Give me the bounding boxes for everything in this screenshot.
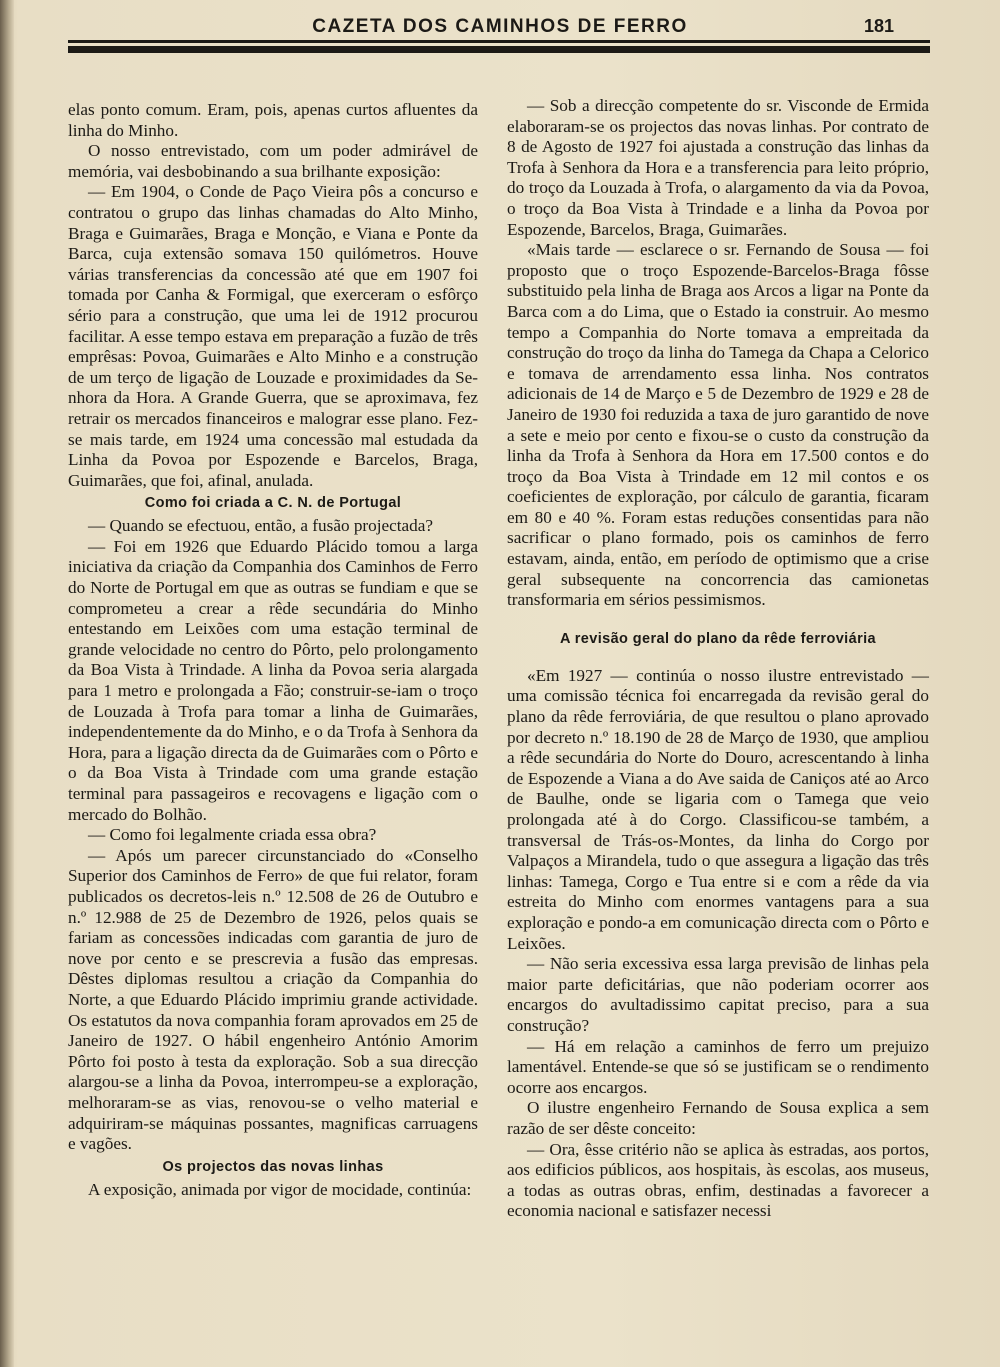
- header-rule-thin: [68, 40, 930, 43]
- paragraph: — Quando se efectuou, então, a fusão projectada?: [88, 516, 434, 536]
- page-number: 181: [863, 16, 894, 36]
- paragraph: A exposição, animada por vigor de mocidade, continúa:: [88, 1179, 472, 1199]
- page-header: [70, 14, 930, 42]
- section-heading: Como foi criada a C. N. de Portugal: [144, 495, 402, 512]
- paragraph: O nosso entrevistado, com um poder admirável de memória, vai desbobinando a sua brilhante exposição:: [68, 141, 478, 181]
- paragraph: elas ponto comum. Eram, pois, apenas curtos afluentes da linha do Minho.: [68, 100, 478, 140]
- paragraph: — Foi em 1926 que Eduardo Plácido tomou a larga iniciativa da criação da Companhia dos Caminhos de Ferro do Norte de Portugal em que as outras se fundiam e que se comprometeu a crear a rêde secundária do Minho entestando em Leixões com uma estação terminal de grande velocidade no centro do Pôrto, pelo prolongamento da Boa Vista à Trindade. A linha da Povoa seria alargada para 1 metro e prolongada a Fão; construir-se-iam o troço de Louzada à Trofa para tomar a linha de Guimarães, independentemente da do Minho, e o da Trofa à Senhora da Hora, para a ligação directa da de Guimarães com o Pôrto e o da Boa Vista à Trindade com uma grande estação terminal para passageiros e recovagens e ligação com o mercado do Bolhão.: [68, 536, 479, 824]
- page-binding-edge: [0, 0, 14, 1367]
- paragraph: O ilustre engenheiro Fernando de Sousa explica a sem razão de ser dêste conceito:: [507, 1098, 929, 1138]
- paragraph: — Como foi legalmente criada essa obra?: [88, 825, 377, 845]
- section-heading: A revisão geral do plano da rêde ferroviária: [559, 630, 877, 647]
- header-rule-thick: [68, 46, 930, 53]
- paragraph: — Há em relação a caminhos de ferro um prejuizo lamentável. Entende-se que só se justificam se o rendimento ocorre aos encargos.: [507, 1036, 929, 1097]
- section-heading: Os projectos das novas linhas: [162, 1158, 384, 1175]
- right-column: [507, 96, 929, 1222]
- paragraph: — Não seria excessiva essa larga previsão de linhas pela maior parte deficitárias, que não poderiam ocorrer aos encargos do avultadissimo capitat preciso, para a sua construção?: [507, 954, 929, 1035]
- paragraph: — Em 1904, o Conde de Paço Vieira pôs a concurso e contratou o grupo das linhas chamadas do Alto Minho, Braga e Guimarães, Braga e Monção, e Viana e Ponte da Barca, cuja extensão somava 150 quilómetros. Houve várias transferencias da concessão até que em 1907 foi tomada por Canha & Formigal, que exerceram o esfôrço sério para a construção, que uma lei de 1912 procurou facilitar. A esse tempo estava em preparação a fuzão de três emprêsas: Povoa, Guimarães e Alto Minho e a construção de um terço de ligação de Louzade e proximidades da Senhora da Hora. A Grande Guerra, que se aproximava, fez retrair os mercados financeiros e malograr esse plano. Fez-se mais tarde, em 1924 uma concessão mal estudada da Linha da Povoa por Espozende e Barcelos, Braga, Guimarães, que foi, afinal, anulada.: [68, 182, 478, 490]
- paragraph: — Sob a direcção competente do sr. Visconde de Ermida elaboraram-se os projectos das novas linhas. Por contrato de 8 de Agosto de 1927 foi ajustada a construção das linhas da Trofa à Senhora da Hora e a transferencia para leito próprio, do troço da Louzada à Trofa, o alargamento da via da Povoa, o troço da Boa Vista à Trindade e a linha da Povoa por Espozende, Barcelos, Braga, Guimarães.: [507, 96, 929, 239]
- paragraph: «Em 1927 — continúa o nosso ilustre entrevistado — uma comissão técnica foi encarregada da revisão geral do plano da rêde ferroviária, de que resultou o plano aprovado por decreto n.º 18.190 de 28 de Março de 1930, que ampliou a rêde secundária do Norte do Douro, acrescentando à linha de Espozende a Viana a do Ave saida de Caniços até ao Arco de Baulhe, onde se ligaria com o Tamega que veio prolongada até à do Corgo. Classificou-se também, a transversal de Trás-os-Montes, da linha do Corgo por Valpaços a Mirandela, tudo o que assegura a ligação das três linhas: Tamega, Corgo e Tua entre si e com a rêde da via estreita do Minho com enormes vantagens para a sua exploração e pondo-a em comunicação directa com o Pôrto e Leixões.: [507, 665, 929, 953]
- paragraph: «Mais tarde — esclarece o sr. Fernando de Sousa — foi proposto que o troço Espozende-Barcelos-Braga fôsse substituido pela linha de Braga aos Arcos a ligar na Ponte da Barca com a do Lima, que o Estado ia construir. Ao mesmo tempo a Companhia do Norte tomava a empreitada da construção do troço da linha do Tamega da Chapa a Celorico e tomava de arrendamento essa linha. Nos contratos adicionais de 14 de Março e 5 de Dezembro de 1929 e 28 de Janeiro de 1930 foi reduzida a taxa de juro garantido de nove a sete e meio por cento e fixou-se o custo da construção da linha da Trofa à Senhora da Hora em 17.500 contos e do troço da Boa Vista à Trindade em 12 mil contos e os coeficientes de exploração, por cálculo de garantia, ficaram em 80 e 40 %. Foram estas reduções consentidas para não sacrificar o plano formado, pois os caminhos de ferro estavam, ainda, então, em período de optimismo que a crise geral subsequente na concorrencia das camionetas transformaria em sérios pessimismos.: [507, 240, 929, 610]
- left-column: [68, 100, 478, 1200]
- paragraph: — Ora, êsse critério não se aplica às estradas, aos portos, aos edificios públicos, aos hospitais, às escolas, aos museus, a todas as outras obras, enfim, destinadas a favorecer a economia nacional e satisfazer necessi: [507, 1139, 929, 1221]
- paragraph: — Após um parecer circunstanciado do «Conselho Superior dos Caminhos de Ferro» de que fui relator, foram publicados os decretos-leis n.º 12.508 de 26 de Outubro e n.º 12.988 de 25 de Dezembro de 1926, pelos quais se fariam as concessões indicadas com garantia de juro de nove por cento e se prescrevia a fusão das empresas. Dêstes diplomas resultou a criação da Companhia do Norte, a que Eduardo Plácido imprimiu grande actividade. Os estatutos da nova companhia foram aprovados em 25 de Janeiro de 1927. O hábil engenheiro António Amorim Pôrto foi posto à testa da exploração. Sob a sua direcção alargou-se a linha da Povoa, interrompeu-se a exploração, melhoraram-se as vias, renovou-se o velho material e adquiriram-se máquinas possantes, magnificas carruagens e vagões.: [68, 845, 478, 1154]
- publication-title: CAZETA DOS CAMINHOS DE FERRO: [312, 16, 688, 37]
